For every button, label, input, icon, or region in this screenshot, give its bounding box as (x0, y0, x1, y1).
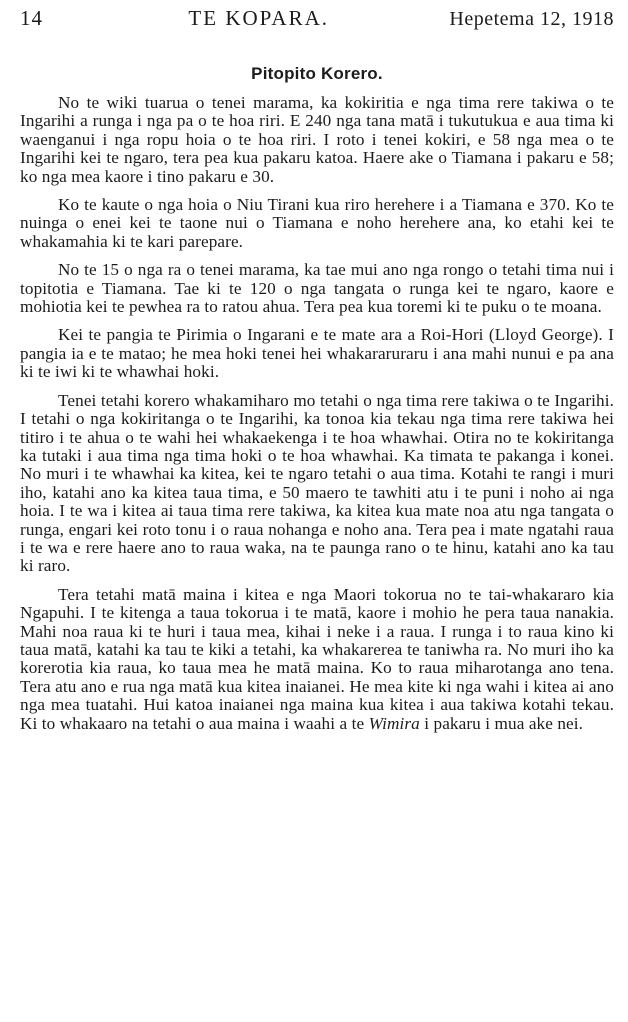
page-number: 14 (20, 6, 43, 30)
issue-date: Hepetema 12, 1918 (449, 8, 614, 30)
ship-name: Wimira (368, 713, 420, 733)
article-paragraph-last (20, 586, 614, 733)
article-title: Pitopito Korero. (251, 64, 383, 83)
article-paragraph: Ko te kaute o nga hoia o Niu Tirani kua riro herehere i a Tiamana e 370. Ko te nuinga o enei kei te taone nui o Tiamana e noho herehere ana, ko etahi kei te whakamahia ki te kari parepare. (20, 195, 614, 251)
article-paragraph: Tenei tetahi korero whakamiharo mo tetahi o nga tima rere takiwa o te Ingarihi. I tetahi o nga kokiritanga o te Ingarihi, ka tonoa kia tekau nga tima rere takiwa hei titiro i te ahua o te wahi hei whakaekenga i te hoa whawhai. Otira no te kokiritanga ka tutaki i aua tima nga tima hoki o te hoa whawhai. Ka timata te pakanga i konei. No muri i te whawhai ka kitea, kei te ngaro tetahi o aua tima. Kotahi te rangi i muri iho, katahi ano ka kitea taua tima, e 50 maero te tawhiti atu i te puni i noho ai nga hoia. I te wa i kitea ai taua tima rere takiwa, ka kitea kua mate noa atu nga tangata o runga, engari kei roto tonu i o raua nohanga e noho ana. Tera pea i mate ngatahi raua i te wa e rere haere ano to raua waka, na te paunga rano o te hinu, katahi ano ka tau ki raro. (20, 390, 614, 576)
article-paragraph: No te wiki tuarua o tenei marama, ka kokiritia e nga tima rere takiwa o te Ingarihi a runga i nga pa o te hoa riri. E 240 nga tana matā i tukutukua e aua tima ki waenganui i nga ropu hoia o te hoa riri. I roto i tenei kokiri, e 58 nga mea o te Ingarihi kei te ngaro, tera pea kua pakaru katoa. Haere ake o Tiamana i pakaru e 58; ko nga mea kaore i tino pakaru e 30. (20, 93, 614, 186)
publication-title: TE KOPARA. (188, 6, 329, 30)
paragraph-text: Tera tetahi matā maina i kitea e nga Maori tokorua no te tai-whakararo kia Ngapuhi. I te kitenga a taua tokorua i te matā, kaore i mohio he pera taua nanakia. Mahi noa raua ki te huri i taua mea, kihai i neke i a raua. I runga i to raua kino ki taua matā, katahi ka tau te kiki a tetahi, ka whakarerea te taniwha ra. No muri iho ka korerotia kia raua, ko taua mea he matā maina. Ko to raua miharotanga ano tena. Tera atu ano e rua nga matā kua kitea inaianei. He mea kite ki nga wahi i kitea ai ano nga mea tuatahi. Hui katoa inaianei nga maina kua kitea i aua takiwa kotahi tekau. Ki to whakaaro na tetahi o aua maina i waahi a te (20, 584, 614, 733)
article-paragraph: Kei te pangia te Pirimia o Ingarani e te mate ara a Roi-Hori (Lloyd George). I pangia ia e te matao; he mea hoki tenei hei whakararuraru i ana mahi nunui e pa ana ki te iwi ki te whawhai hoki. (20, 325, 614, 382)
paragraph-text-end: i pakaru i mua ake nei. (419, 713, 584, 733)
page-header (20, 6, 614, 40)
article-paragraph: No te 15 o nga ra o tenei marama, ka tae mui ano nga rongo o tetahi tima nui i topitotia e Tiamana. Tae ki te 120 o nga tangata o runga kei te ngaro, kaore e mohiotia kei te pewhea ra to ratou ahua. Tera pea kua toremi ki te puku o te moana. (20, 260, 614, 317)
